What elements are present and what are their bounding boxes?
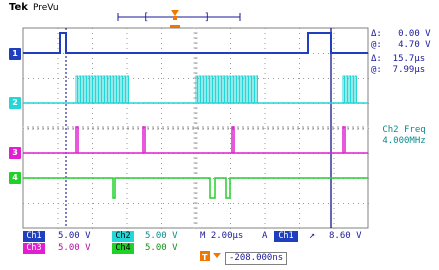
measurement-value: 4.000MHz (382, 136, 426, 146)
ch2-ground-marker[interactable]: 2 (9, 97, 21, 109)
ch4-ground-marker[interactable]: 4 (9, 172, 21, 184)
cursor-at-time: @: 7.99μs (371, 65, 426, 75)
timebase-readout[interactable]: M 2.00μs (200, 231, 244, 241)
brand-label: Tek (9, 2, 28, 13)
trigger-slope-icon[interactable]: ↗ (309, 230, 316, 241)
trigger-level[interactable]: 8.60 V (329, 231, 362, 241)
ch1-scale: 5.00 V (58, 231, 91, 241)
trigger-source[interactable]: Ch1 (274, 231, 298, 242)
cursor-delta-time: Δ: 15.7μs (371, 54, 426, 64)
ch3-ground-marker[interactable]: 3 (9, 147, 21, 159)
ch1-ground-marker[interactable]: 1 (9, 48, 21, 60)
mode-label: PreVu (33, 3, 59, 13)
cursor-delta-voltage: Δ: 0.00 V (371, 29, 431, 39)
trigger-mode[interactable]: A (262, 231, 268, 241)
ch3-label[interactable]: Ch3 (23, 243, 45, 254)
measurement-label: Ch2 Freq (382, 125, 426, 135)
ch4-label[interactable]: Ch4 (112, 243, 134, 254)
svg-text:T: T (202, 253, 208, 262)
trigger-position-readout[interactable]: -208.000ns (225, 252, 287, 265)
cursor-at-voltage: @: 4.70 V (371, 40, 431, 50)
ch1-label[interactable]: Ch1 (23, 231, 45, 242)
ch3-scale: 5.00 V (58, 243, 91, 253)
ch4-scale: 5.00 V (145, 243, 178, 253)
ch2-label[interactable]: Ch2 (112, 231, 134, 242)
svg-text:[: [ (143, 12, 150, 23)
svg-text:]: ] (204, 12, 211, 23)
ch2-scale: 5.00 V (145, 231, 178, 241)
